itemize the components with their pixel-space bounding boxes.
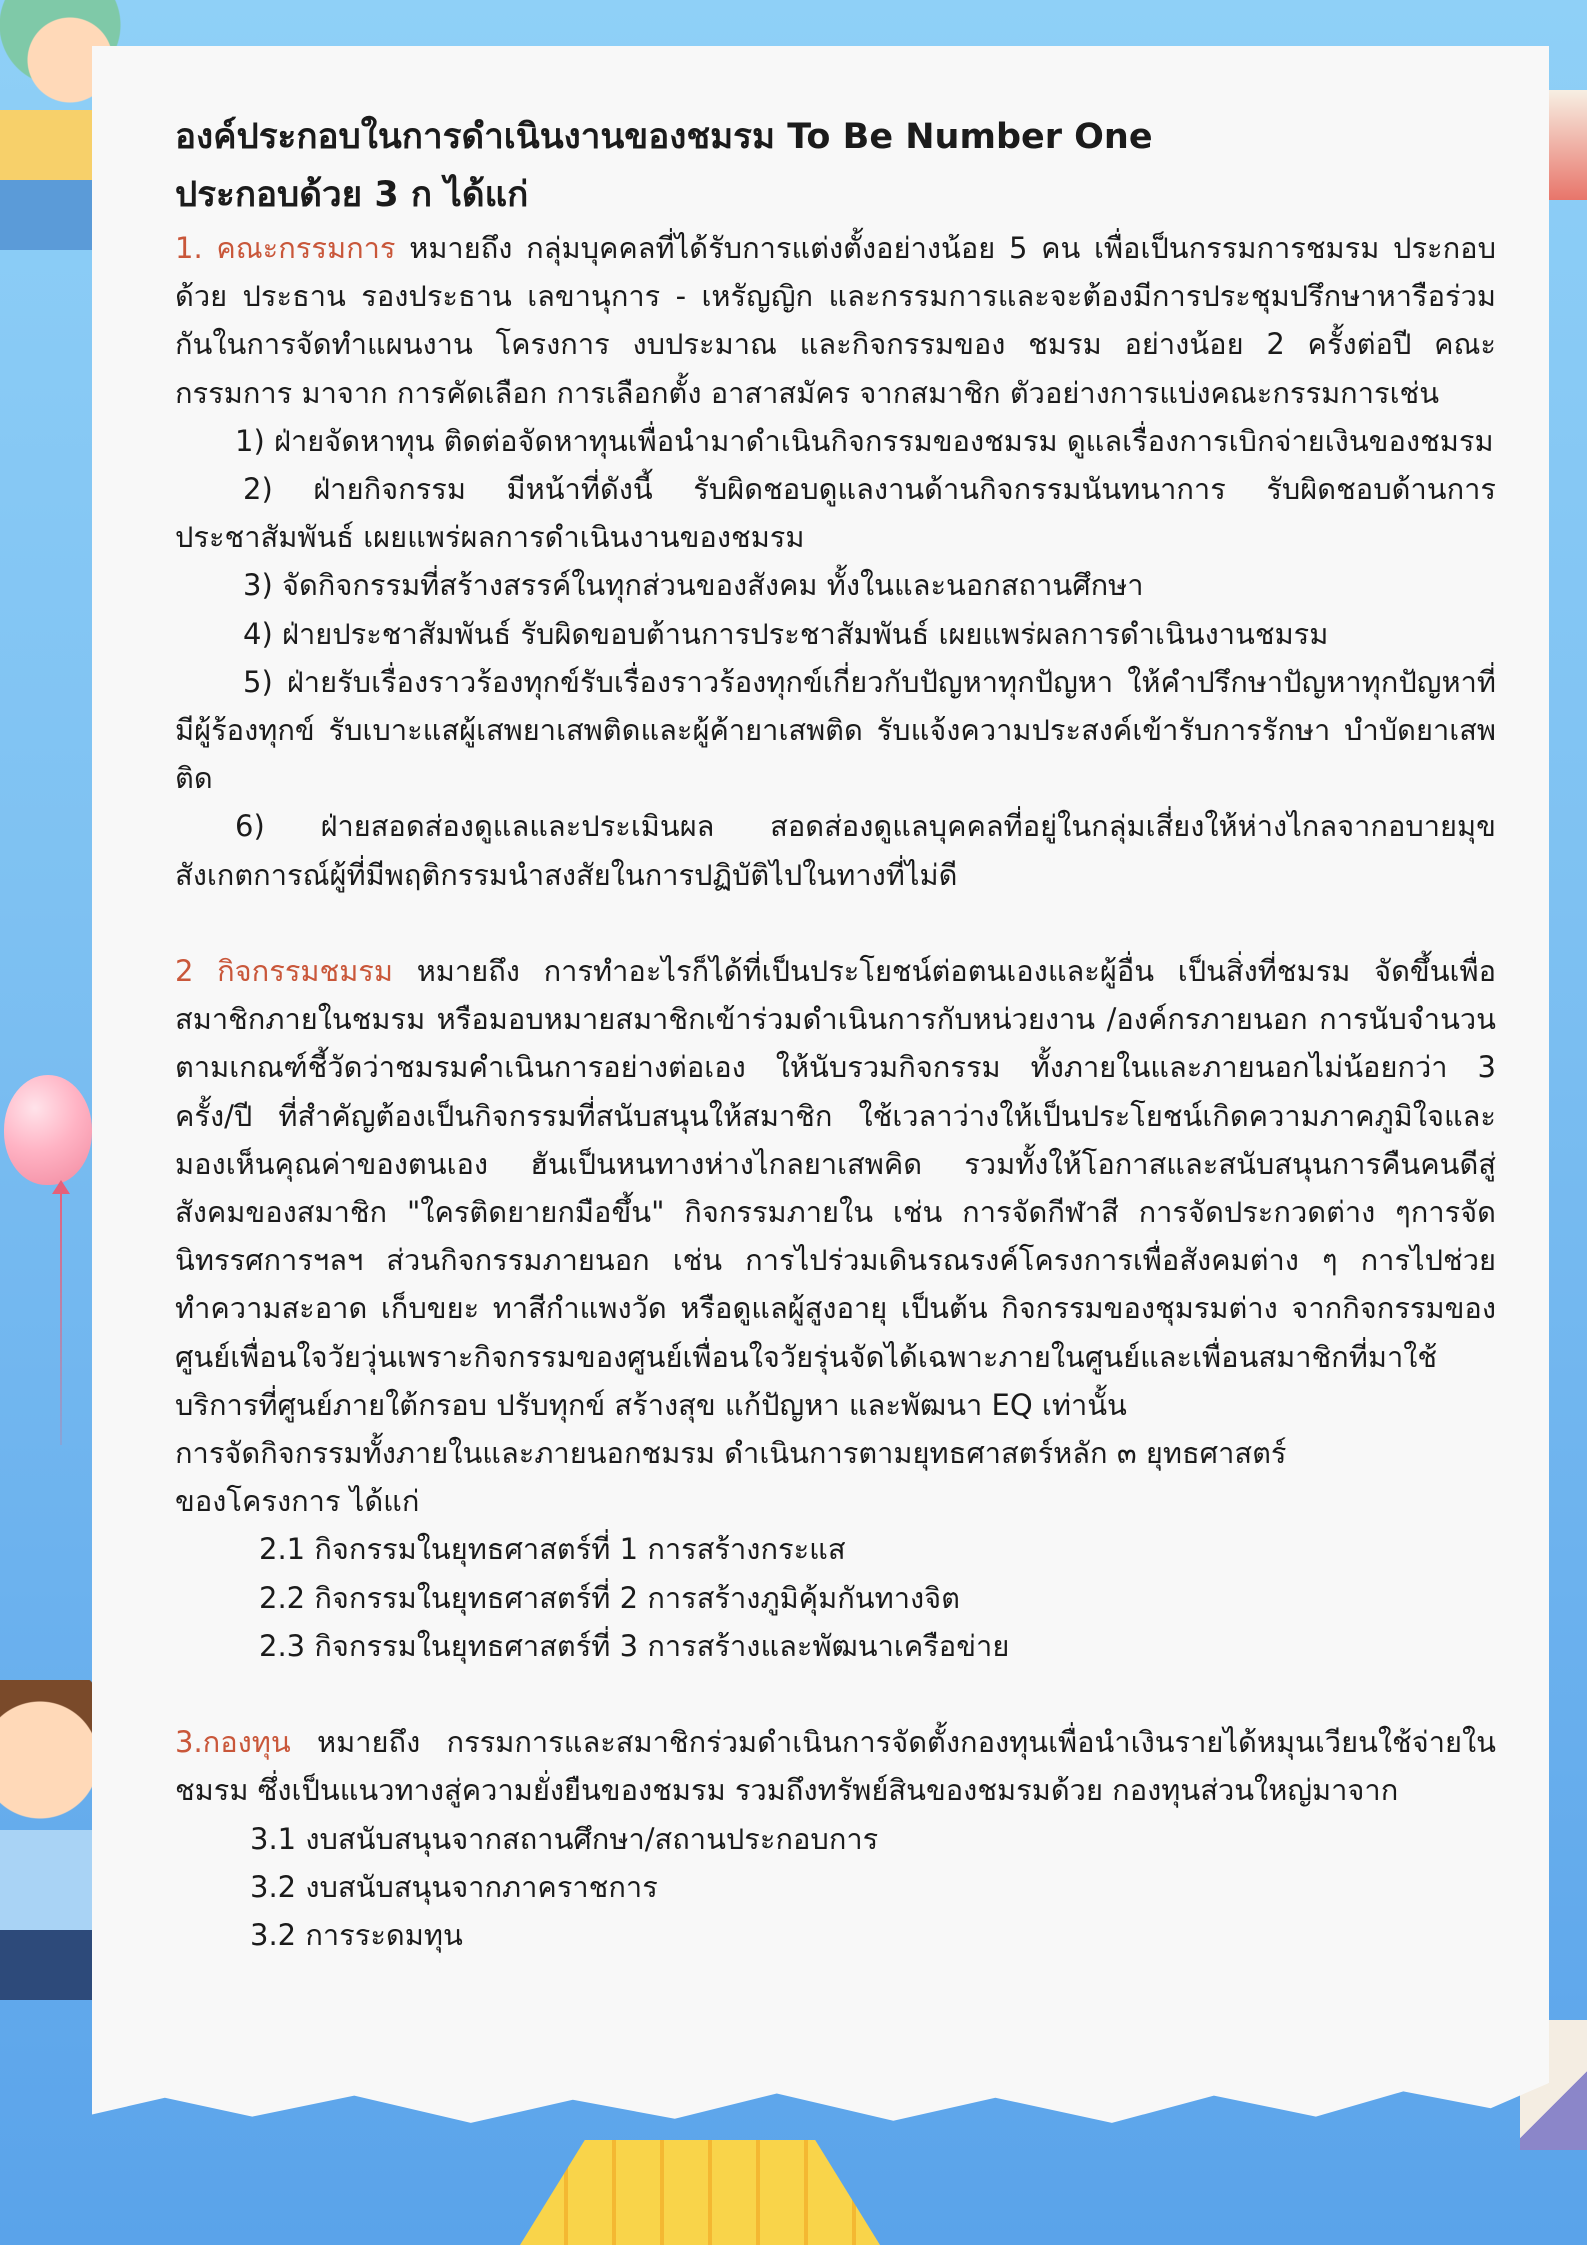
section-1-item-6: 6) ฝ่ายสอดส่องดูแลและประเมินผล สอดส่องดูแลบุคคลที่อยู่ในกลุ่มเสี่ยงให้ห่างไกลจากอบายมุข สังเกตการณ์ผู้ที่มีพฤติกรรมนำสงสัยในการปฏิบัติไปในทางที่ไม่ดี bbox=[175, 809, 1496, 892]
section-3-item-3: 3.2 การระดมทุน bbox=[250, 1918, 463, 1953]
section-2-paragraph bbox=[175, 947, 1496, 1429]
section-1-item-4: 4) ฝ่ายประชาสัมพันธ์ รับผิดขอบต้านการประชาสัมพันธ์ เผยแพร่ผลการดำเนินงานชมรม bbox=[243, 616, 1329, 651]
section-3-text: หมายถึง กรรมการและสมาชิกร่วมดำเนินการจัดตั้งกองทุนเพื่อนำเงินรายได้หมุนเวียนใช้จ่ายในชมรม ซึ่งเป็นแนวทางสู่ความยั่งยืนของชมรม รวมถึงทรัพย์สินของชมรมด้วย กองทุนส่วนใหญ่มาจาก bbox=[175, 1725, 1496, 1808]
book-illustration-top bbox=[1545, 90, 1587, 200]
section-2-item-3: 2.3 กิจกรรมในยุทธศาสตร์ที่ 3 การสร้างและพัฒนาเครือข่าย bbox=[259, 1628, 1010, 1663]
title-line-2: ประกอบด้วย 3 ก ได้แก่ bbox=[175, 175, 529, 215]
spacer bbox=[175, 899, 1496, 947]
section-1-item-1: 1) ฝ่ายจัดหาทุน ติดต่อจัดหาทุนเพื่อนำมาดำเนินกิจกรรมของชมรม ดูแลเรื่องการเบิกจ่ายเงินของชมรม bbox=[235, 423, 1494, 458]
title-line-1: องค์ประกอบในการดำเนินงานของชมรม To Be Number One bbox=[175, 117, 1153, 157]
section-2-strategy-line-2: ของโครงการ ได้แก่ bbox=[175, 1484, 420, 1519]
section-3-label: 3.กองทุน bbox=[175, 1725, 291, 1760]
section-3-item-2: 3.2 งบสนับสนุนจากภาคราชการ bbox=[250, 1869, 658, 1904]
section-3-paragraph bbox=[175, 1718, 1496, 1814]
section-1-paragraph bbox=[175, 224, 1496, 417]
section-2-label: 2 กิจกรรมชมรม bbox=[175, 954, 393, 989]
section-2-item-1: 2.1 กิจกรรมในยุทธศาสตร์ที่ 1 การสร้างกระแส bbox=[259, 1532, 846, 1567]
balloon-string bbox=[60, 1185, 62, 1445]
section-1-label: 1. คณะกรรมการ bbox=[175, 231, 396, 265]
document-content bbox=[175, 108, 1496, 1959]
spacer bbox=[175, 1670, 1496, 1718]
section-2-strategy-line-1: การจัดกิจกรรมทั้งภายในและภายนอกชมรม ดำเนินการตามยุทธศาสตร์หลัก ๓ ยุทธศาสตร์ bbox=[175, 1436, 1287, 1471]
section-2-item-2: 2.2 กิจกรรมในยุทธศาสตร์ที่ 2 การสร้างภูมิคุ้มกันทางจิต bbox=[259, 1580, 960, 1615]
section-2-text: หมายถึง การทำอะไรก็ได้ที่เป็นประโยชน์ต่อตนเองและผู้อื่น เป็นสิ่งที่ชมรม จัดขึ้นเพื่อสมาชิกภายในชมรม หรือมอบหมายสมาชิกเข้าร่วมดำเนินการกับหน่วยงาน /องค์กรภายนอก การนับจำนวนตามเกณฑ์ชี้วัดว่าชมรมคำเนินการอย่างต่อเอง ให้นับรวมกิจกรรม ทั้งภายในและภายนอกไม่น้อยกว่า 3 ครั้ง/ปี ที่สำคัญต้องเป็นกิจกรรมที่สนับสนุนให้สมาชิก ใช้เวลาว่างให้เป็นประโยชน์เกิดความภาคภูมิใจและมองเห็นคุณค่าของตนเอง ฮันเป็นหนทางห่างไกลยาเสพคิด รวมทั้งให้โอกาสและสนับสนุนการคืนคนดีสู่สังคมของสมาชิก "ใครติดยายกมือขึ้น" กิจกรรมภายใน เช่น การจัดกีฬาสี การจัดประกวดต่าง ๆการจัดนิทรรศการฯลฯ ส่วนกิจกรรมภายนอก เช่น การไปร่วมเดินรณรงค์โครงการเพื่อสังคมต่าง ๆ การไปช่วยทำความสะอาด เก็บขยะ ทาสีกำแพงวัด หรือดูแลผู้สูงอายุ เป็นต้น กิจกรรมของชุมรมต่าง จากกิจกรรมของศูนย์เพื่อนใจวัยวุ่นเพราะกิจกรรมของศูนย์เพื่อนใจวัยรุ่นจัดได้เฉพาะภายในศูนย์และเพื่อนสมาชิกที่มาใช้บริการที่ศูนย์ภายใต้กรอบ ปรับทุกข์ สร้างสุข แก้ปัญหา และพัฒนา EQ เท่านั้น bbox=[175, 954, 1496, 1422]
section-1-text: หมายถึง กลุ่มบุคคลที่ได้รับการแต่งตั้งอย่างน้อย 5 คน เพื่อเป็นกรรมการชมรม ประกอบด้วย ประธาน รองประธาน เลขานุการ - เหรัญญิก และกรรมการและจะต้องมีการประชุมปรึกษาหารือร่วมกันในการจัดทำแผนงาน โครงการ งบประมาณ และกิจกรรมของ ชมรม อย่างน้อย 2 ครั้งต่อปี คณะกรรมการ มาจาก การคัดเลือก การเลือกตั้ง อาสาสมัคร จากสมาชิก ตัวอย่างการแบ่งคณะกรรมการเช่น bbox=[175, 231, 1497, 410]
balloon-illustration bbox=[4, 1075, 92, 1185]
section-1-item-2: 2) ฝ่ายกิจกรรม มีหน้าที่ดังนี้ รับผิดชอบดูแลงานด้านกิจกรรมนันทนาการ รับผิดชอบด้านการประชาสัมพันธ์ เผยแพร่ผลการดำเนินงานของชมรม bbox=[175, 472, 1496, 555]
section-1-item-5: 5) ฝ่ายรับเรื่องราวร้องทุกข์รับเรื่องราวร้องทุกข์เกี่ยวกับปัญหาทุกปัญหา ให้คำปรึกษาปัญหาทุกปัญหาที่มีผู้ร้องทุกข์ รับเบาะแสผู้เสพยาเสพติดและผู้ค้ายาเสพติด รับแจ้งความประสงค์เข้ารับการรักษา บำบัดยาเสพติด bbox=[175, 664, 1496, 796]
section-3-item-1: 3.1 งบสนับสนุนจากสถานศึกษา/สถานประกอบการ bbox=[250, 1821, 879, 1856]
section-1-item-3: 3) จัดกิจกรรมที่สร้างสรรค์ในทุกส่วนของสังคม ทั้งในและนอกสถานศึกษา bbox=[243, 568, 1144, 603]
roof-illustration bbox=[520, 2140, 880, 2245]
